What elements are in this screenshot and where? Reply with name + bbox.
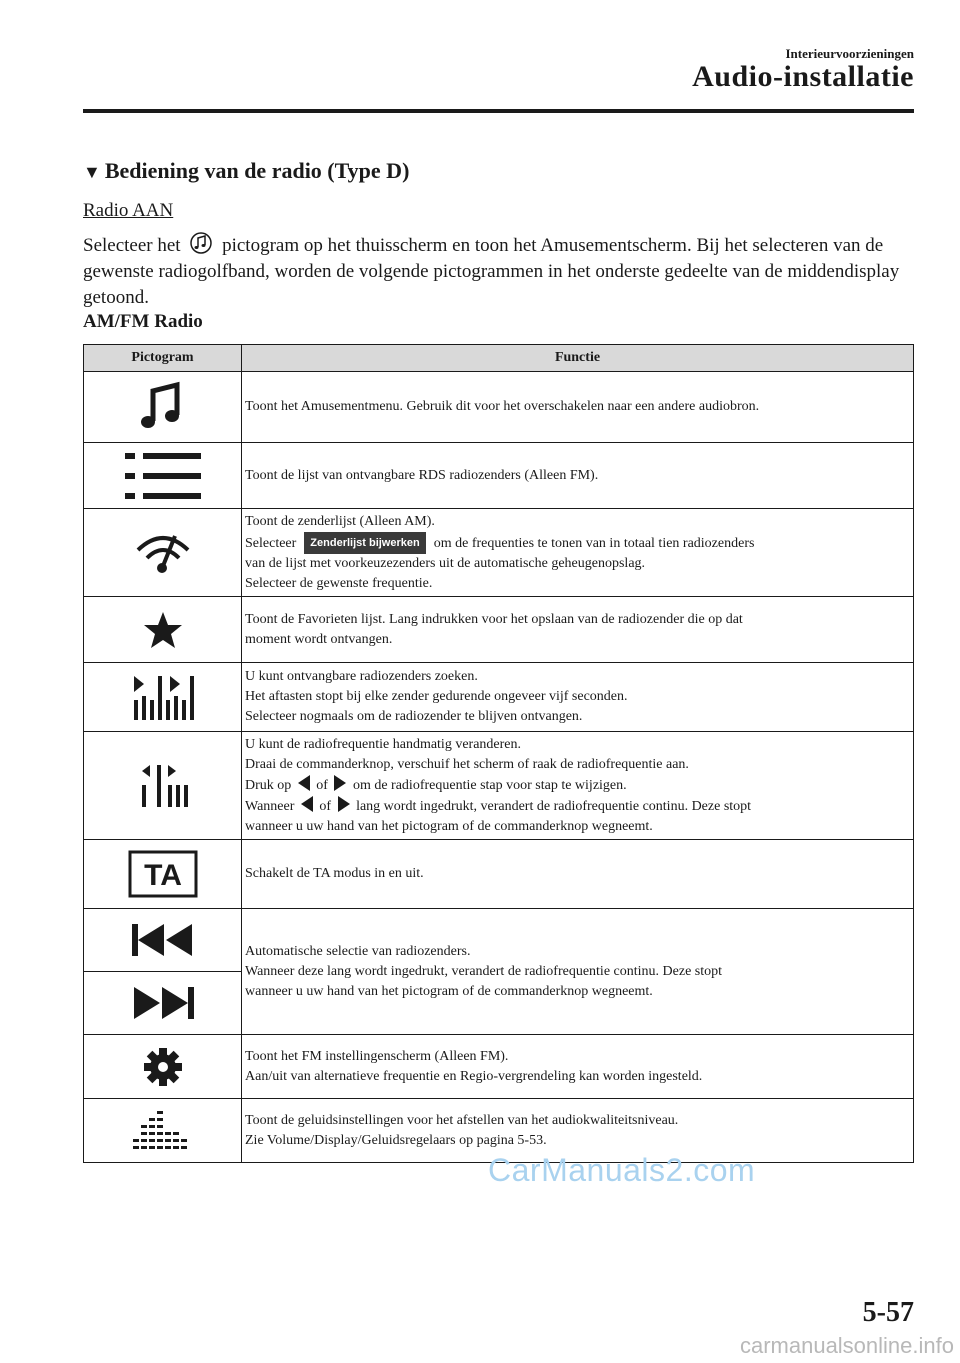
radio-signal-icon — [84, 530, 241, 576]
table-row — [84, 732, 914, 840]
desc-line: of — [316, 777, 328, 793]
music-note-icon — [189, 232, 213, 254]
header-rule — [83, 109, 914, 113]
watermark-carmanuals2: CarManuals2.com — [488, 1152, 756, 1188]
section-heading-text: Bediening van de radio (Type D) — [104, 158, 410, 183]
desc-line: of — [319, 798, 332, 814]
triangle-left-icon — [298, 775, 310, 791]
desc-line: Selecteer — [245, 535, 297, 551]
desc-line: U kunt de radiofrequentie handmatig veranderen. — [245, 736, 522, 752]
scan-icon — [84, 672, 241, 722]
desc-line: om de frequenties te tonen van in totaal tien radiozenders — [433, 535, 755, 551]
desc-line: om de radiofrequentie stap voor stap te wijzigen. — [352, 777, 627, 793]
desc-line: moment wordt ontvangen. — [245, 631, 393, 647]
music-note-icon — [84, 381, 241, 433]
ta-icon-label: TA — [143, 859, 182, 892]
page-number: 5-57 — [862, 1297, 914, 1328]
table-row — [84, 597, 914, 663]
seek-forward-icon — [84, 983, 241, 1023]
table-row — [84, 1035, 914, 1099]
row-desc: Schakelt de TA modus in en uit. — [242, 840, 914, 909]
table-row — [84, 372, 914, 443]
desc-line: Wanneer deze lang wordt ingedrukt, verandert de radiofrequentie continu. Deze stopt — [245, 963, 723, 979]
desc-line: Toont de geluidsinstellingen voor het afstellen van het audiokwaliteitsniveau. — [245, 1112, 679, 1128]
desc-line: wanneer u uw hand van het pictogram of de commanderknop wegneemt. — [245, 983, 653, 999]
star-icon — [84, 611, 241, 649]
desc-line: lang wordt ingedrukt, verandert de radiofrequentie continu. Deze stopt — [356, 798, 752, 814]
desc-line: Het aftasten stopt bij elke zender gedurende ongeveer vijf seconden. — [245, 689, 628, 704]
desc-line: Aan/uit van alternatieve frequentie en Regio-vergrendeling kan worden ingesteld. — [245, 1068, 703, 1084]
intro-part1: Selecteer het — [83, 235, 181, 256]
col-functie: Functie — [242, 345, 914, 372]
intro-part2: pictogram op het thuisscherm en toon het Amusementscherm. Bij het selecteren van de gewenste radiogolfband, worden de volgende pictogrammen in het onderste gedeelte van de middendisplay getoond. — [83, 235, 900, 308]
desc-line: wanneer u uw hand van het pictogram of de commanderknop wegneemt. — [245, 818, 653, 834]
desc-line: Draai de commanderknop, verschuif het scherm of raak de radiofrequentie aan. — [245, 756, 689, 772]
table-row — [84, 443, 914, 509]
table-row — [84, 663, 914, 732]
desc-line: U kunt ontvangbare radiozenders zoeken. — [245, 669, 478, 684]
list-icon — [84, 451, 241, 501]
col-pictogram: Pictogram — [84, 345, 242, 372]
sub-heading: Radio AAN — [83, 200, 174, 221]
desc-line: van de lijst met voorkeuzezenders uit de automatische geheugenopslag. — [245, 555, 646, 571]
row-desc — [242, 663, 914, 732]
header-section: Interieurvoorzieningen — [785, 46, 914, 61]
row-desc — [242, 509, 914, 597]
seek-back-icon — [84, 920, 241, 960]
desc-line: Zie Volume/Display/Geluidsregelaars op pagina 5-53. — [245, 1132, 547, 1148]
watermark-carmanualsonline: carmanualsonline.info — [739, 1333, 954, 1358]
desc-line: Toont het FM instellingenscherm (Alleen FM). — [245, 1048, 509, 1064]
desc-line: Druk op — [245, 777, 292, 793]
table-header-row — [84, 345, 914, 372]
zenderlijst-bijwerken-button[interactable]: Zenderlijst bijwerken — [304, 532, 425, 554]
triangle-right-icon — [334, 775, 346, 791]
ta-icon — [84, 850, 241, 898]
triangle-right-icon — [338, 796, 350, 812]
triangle-down-icon: ▼ — [83, 162, 101, 182]
desc-line: Automatische selectie van radiozenders. — [245, 943, 471, 959]
section-heading — [83, 158, 409, 184]
desc-line: Selecteer nogmaals om de radiozender te blijven ontvangen. — [245, 709, 583, 724]
table-row — [84, 909, 914, 972]
desc-line: Toont de zenderlijst (Alleen AM). — [245, 513, 435, 529]
function-table — [83, 344, 914, 1163]
intro-paragraph — [83, 232, 913, 311]
header-title: Audio-installatie — [692, 60, 914, 93]
row-desc: Toont het Amusementmenu. Gebruik dit voor het overschakelen naar een andere audiobron. — [242, 372, 914, 443]
table-row — [84, 509, 914, 597]
row-desc — [242, 909, 914, 1035]
triangle-left-icon — [301, 796, 313, 812]
radio-label: AM/FM Radio — [83, 311, 203, 332]
row-desc — [242, 732, 914, 840]
equalizer-icon — [84, 1109, 241, 1153]
row-desc — [242, 597, 914, 663]
row-desc — [242, 1035, 914, 1099]
desc-line: Toont de Favorieten lijst. Lang indrukken voor het opslaan van de radiozender die op dat — [245, 611, 743, 627]
manual-tune-icon — [84, 763, 241, 809]
desc-line: Wanneer — [245, 798, 295, 814]
row-desc: Toont de lijst van ontvangbare RDS radiozenders (Alleen FM). — [242, 443, 914, 509]
table-row — [84, 840, 914, 909]
gear-icon — [84, 1047, 241, 1087]
desc-line: Selecteer de gewenste frequentie. — [245, 575, 433, 591]
